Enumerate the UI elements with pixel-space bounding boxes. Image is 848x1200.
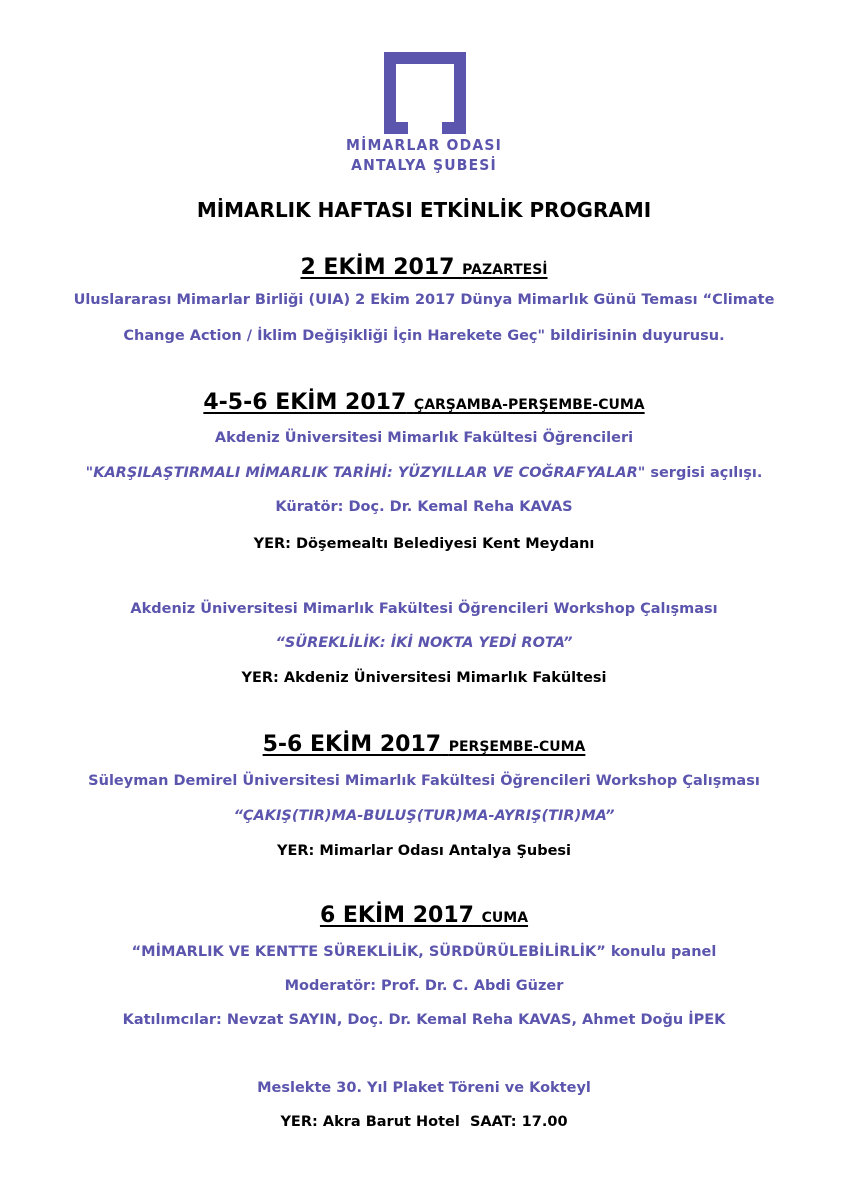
exhibit-suffix: sergisi açılışı.: [645, 465, 763, 481]
section-3-date-text: 5-6 EKİM 2017: [262, 732, 442, 757]
section-2-organizer: Akdeniz Üniversitesi Mimarlık Fakültesi Öğrencileri: [214, 430, 634, 446]
venue-label: YER:: [280, 1114, 318, 1130]
panel-title: “MİMARLIK VE KENTTE SÜREKLİLİK, SÜRDÜRÜLEBİLİRLİK”: [131, 944, 606, 960]
exhibit-quote-close: ": [637, 465, 646, 481]
venue-text: Akra Barut Hotel: [317, 1114, 460, 1130]
venue-label: YER:: [253, 536, 291, 552]
venue-text: Döşemealtı Belediyesi Kent Meydanı: [290, 536, 595, 552]
section-4-ceremony: Meslekte 30. Yıl Plaket Töreni ve Kokteyl: [257, 1080, 591, 1096]
section-1-line-1: Uluslararası Mimarlar Birliği (UIA) 2 Ekim 2017 Dünya Mimarlık Günü Teması “Climate: [73, 292, 775, 308]
section-2-exhibit: [0, 465, 848, 481]
section-4-day: CUMA: [481, 910, 529, 926]
mimarlar-odasi-logo: [384, 52, 466, 134]
section-2-venue-1: [0, 536, 848, 552]
section-4-date: [0, 903, 848, 928]
exhibit-quote-open: ": [85, 465, 94, 481]
section-1-line-2: Change Action / İklim Değişikliği İçin Harekete Geç" bildirisinin duyurusu.: [123, 328, 725, 344]
section-2-date: [0, 390, 848, 415]
section-3-venue: [0, 843, 848, 859]
section-1-date-text: 2 EKİM 2017: [300, 255, 455, 280]
venue-text: Akdeniz Üniversitesi Mimarlık Fakültesi: [278, 670, 607, 686]
time-text: 17.00: [516, 1114, 568, 1130]
section-1-date: [0, 255, 848, 280]
section-2-venue-2: [0, 670, 848, 686]
section-3-date: [0, 732, 848, 757]
section-4-moderator: Moderatör: Prof. Dr. C. Abdi Güzer: [284, 978, 564, 994]
venue-label: YER:: [276, 843, 315, 859]
section-2-date-text: 4-5-6 EKİM 2017: [203, 390, 407, 415]
section-4-venue: [0, 1114, 848, 1130]
section-1-day: PAZARTESİ: [462, 262, 548, 278]
venue-label: YER:: [241, 670, 279, 686]
section-4-panel: [0, 944, 848, 960]
page-title: MİMARLIK HAFTASI ETKİNLİK PROGRAMI: [196, 198, 652, 222]
section-4-date-text: 6 EKİM 2017: [319, 903, 474, 928]
time-label: SAAT:: [469, 1114, 517, 1130]
section-3-title: “ÇAKIŞ(TIR)MA-BULUŞ(TUR)MA-AYRIŞ(TIR)MA”: [233, 808, 615, 824]
panel-suffix: konulu panel: [605, 944, 717, 960]
section-4-participants: Katılımcılar: Nevzat SAYIN, Doç. Dr. Kemal Reha KAVAS, Ahmet Doğu İPEK: [122, 1012, 726, 1028]
section-2-curator: Küratör: Doç. Dr. Kemal Reha KAVAS: [275, 499, 573, 515]
section-2-workshop-title: “SÜREKLİLİK: İKİ NOKTA YEDİ ROTA”: [275, 635, 573, 651]
section-3-organizer: Süleyman Demirel Üniversitesi Mimarlık Fakültesi Öğrencileri Workshop Çalışması: [88, 773, 760, 789]
venue-text: Mimarlar Odası Antalya Şubesi: [314, 843, 572, 859]
logo-line-2: ANTALYA ŞUBESİ: [351, 156, 497, 174]
section-2-day: ÇARŞAMBA-PERŞEMBE-CUMA: [413, 397, 645, 413]
section-2-workshop-organizer: Akdeniz Üniversitesi Mimarlık Fakültesi Öğrencileri Workshop Çalışması: [130, 601, 718, 617]
exhibit-title: KARŞILAŞTIRMALI MİMARLIK TARİHİ: YÜZYILLAR VE COĞRAFYALAR: [93, 465, 638, 481]
section-3-day: PERŞEMBE-CUMA: [448, 739, 586, 755]
logo-line-1: MİMARLAR ODASI: [346, 136, 502, 154]
